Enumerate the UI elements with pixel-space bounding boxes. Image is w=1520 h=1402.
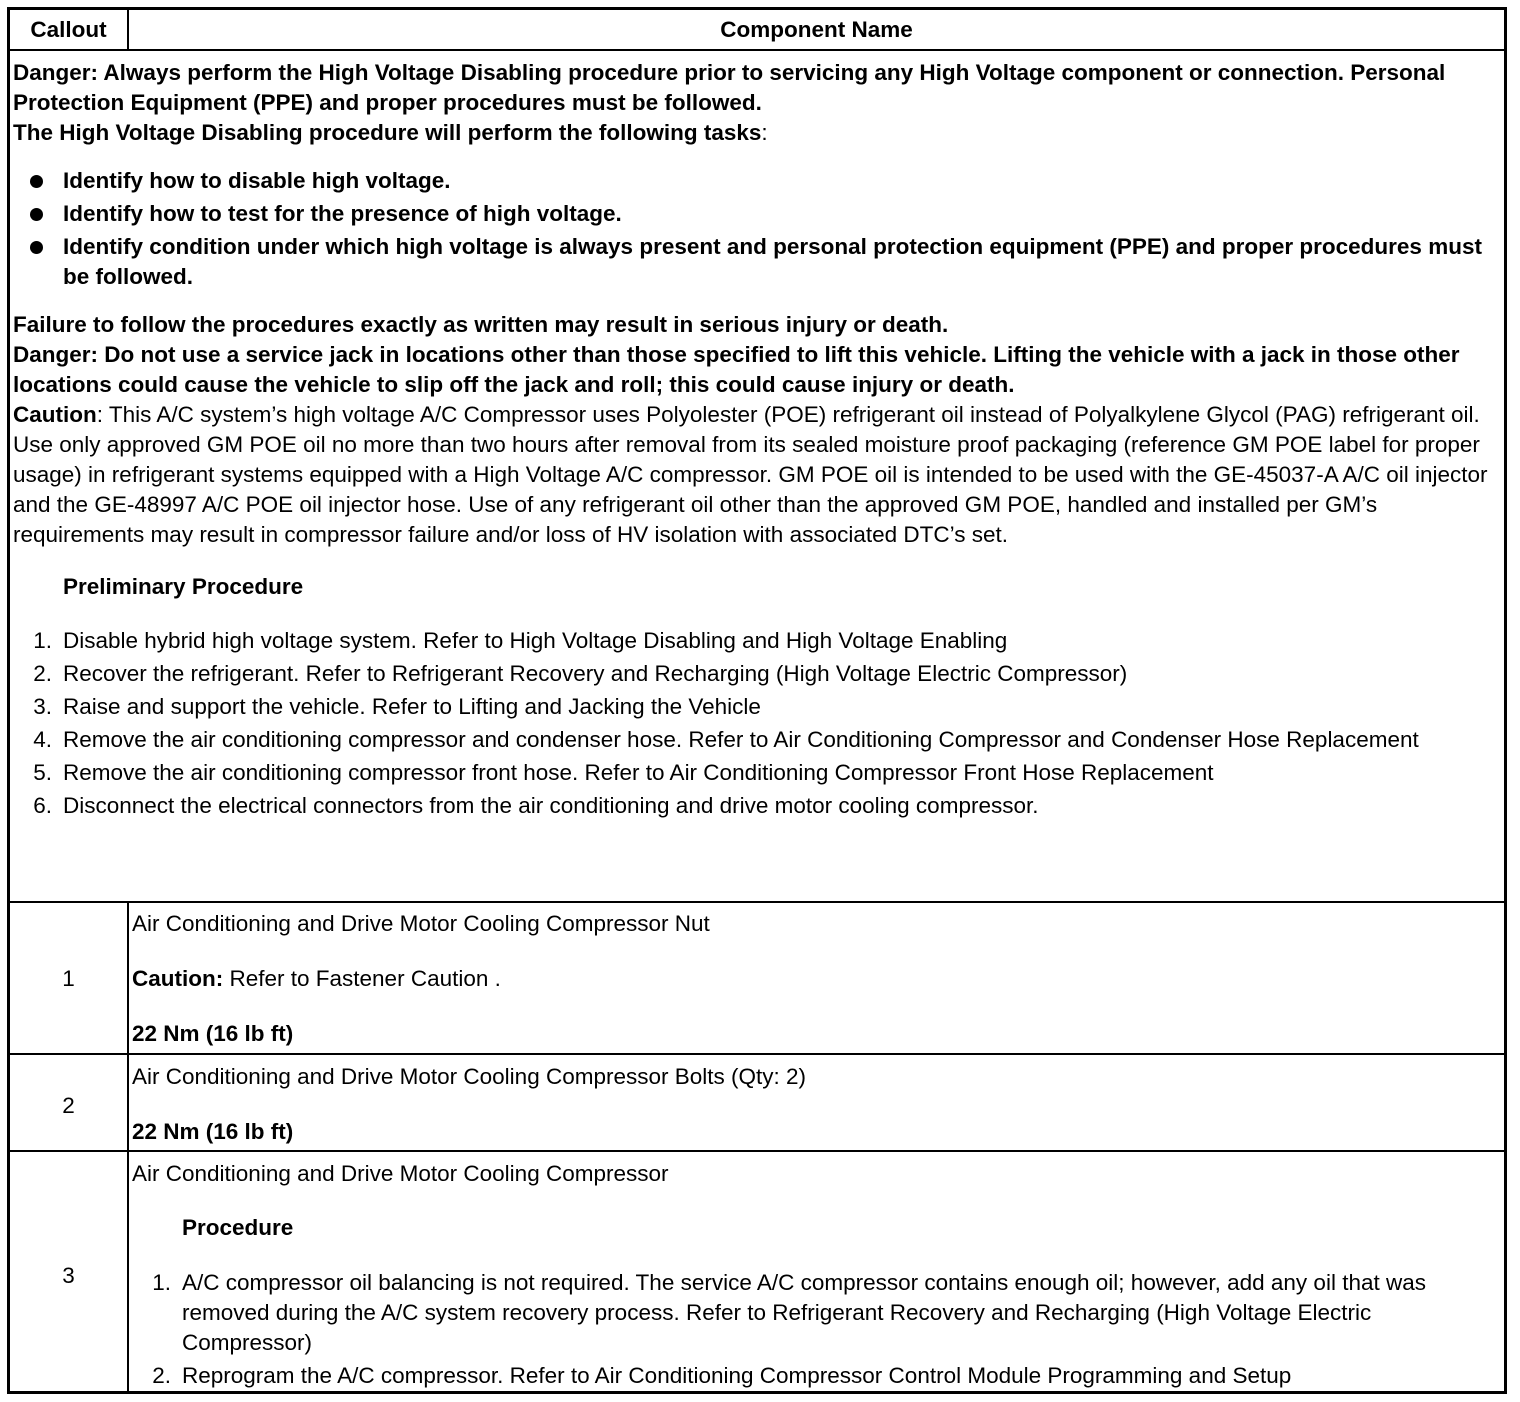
danger-hv-notice: Danger: Always perform the High Voltage Disabling procedure prior to servicing any High Voltage component or connection. Personal Protection Equipment (PPE) and proper procedures must be followed. bbox=[13, 60, 1446, 115]
failure-warning: Failure to follow the procedures exactly as written may result in serious injury or death. bbox=[13, 312, 949, 337]
preliminary-steps bbox=[13, 626, 1498, 821]
list-item: Identify how to disable high voltage. bbox=[13, 166, 1498, 196]
callout-number: 2 bbox=[62, 1093, 75, 1118]
procedure-steps bbox=[132, 1268, 1498, 1391]
callout-number: 3 bbox=[62, 1263, 75, 1288]
column-divider bbox=[127, 901, 129, 1391]
table-row bbox=[132, 1062, 1498, 1147]
list-item: Identify condition under which high voltage is always present and personal protection equipment (PPE) and proper procedures must be followed. bbox=[13, 232, 1498, 292]
header-rule bbox=[10, 49, 1504, 51]
component-name: Air Conditioning and Drive Motor Cooling Compressor bbox=[132, 1161, 669, 1186]
header-component-name: Component Name bbox=[720, 17, 913, 42]
component-name: Air Conditioning and Drive Motor Cooling Compressor Bolts (Qty: 2) bbox=[132, 1064, 807, 1089]
row-rule bbox=[10, 901, 1504, 903]
intro-section bbox=[13, 58, 1498, 824]
torque-spec: 22 Nm (16 lb ft) bbox=[132, 1119, 294, 1144]
torque-spec: 22 Nm (16 lb ft) bbox=[132, 1021, 294, 1046]
component-name: Air Conditioning and Drive Motor Cooling Compressor Nut bbox=[132, 911, 710, 936]
procedure-heading: Procedure bbox=[182, 1215, 294, 1240]
fastener-caution: Caution: Refer to Fastener Caution . bbox=[132, 966, 501, 991]
bullet-icon bbox=[30, 241, 43, 254]
danger-jack-notice: Danger: Do not use a service jack in locations other than those specified to lift this vehicle. Lifting the vehicle with a jack in those other locations could cause the vehicle to slip off the jack and roll; this could cause injury or death. bbox=[13, 342, 1460, 397]
preliminary-heading: Preliminary Procedure bbox=[63, 574, 304, 599]
callout-number: 1 bbox=[62, 966, 75, 991]
bullet-icon bbox=[30, 208, 43, 221]
task-list bbox=[13, 166, 1498, 292]
list-item: 2. Recover the refrigerant. Refer to Refrigerant Recovery and Recharging (High Voltage Electric Compressor) bbox=[33, 661, 1128, 686]
table-row bbox=[132, 909, 1498, 1049]
tasks-intro: The High Voltage Disabling procedure will perform the following tasks: bbox=[13, 120, 768, 145]
header-callout: Callout bbox=[30, 17, 107, 42]
list-item: 2. Reprogram the A/C compressor. Refer to Air Conditioning Compressor Control Module Programming and Setup bbox=[152, 1363, 1292, 1388]
list-item: 1. Disable hybrid high voltage system. Refer to High Voltage Disabling and High Voltage Enabling bbox=[33, 628, 1008, 653]
list-item: 1. A/C compressor oil balancing is not required. The service A/C compressor contains enough oil; however, add any oil that was removed during the A/C system recovery process. Refer to Refrigerant Recovery and Recharging (High Voltage Electric Compressor) bbox=[152, 1270, 1426, 1355]
table-row bbox=[132, 1159, 1498, 1394]
list-item: Identify how to test for the presence of high voltage. bbox=[13, 199, 1498, 229]
header-divider bbox=[127, 10, 129, 50]
row-rule bbox=[10, 1053, 1504, 1055]
list-item: 5. Remove the air conditioning compressor front hose. Refer to Air Conditioning Compressor Front Hose Replacement bbox=[33, 760, 1214, 785]
list-item: 4. Remove the air conditioning compressor and condenser hose. Refer to Air Conditioning Compressor and Condenser Hose Replacement bbox=[33, 727, 1419, 752]
caution-poe-notice: Caution: This A/C system’s high voltage A/C Compressor uses Polyolester (POE) refrigerant oil instead of Polyalkylene Glycol (PAG) refrigerant oil. Use only approved GM POE oil no more than two hours after removal from its sealed moisture proof packaging (reference GM POE label for proper usage) in refrigerant systems equipped with a High Voltage A/C compressor. GM POE oil is intended to be used with the GE-45037-A A/C oil injector and the GE-48997 A/C POE oil injector hose. Use of any refrigerant oil other than the approved GM POE, handled and installed per GM’s requirements may result in compressor failure and/or loss of HV isolation with associated DTC’s set. bbox=[13, 402, 1488, 547]
bullet-icon bbox=[30, 175, 43, 188]
list-item: 3. Raise and support the vehicle. Refer to Lifting and Jacking the Vehicle bbox=[33, 694, 761, 719]
row-rule bbox=[10, 1150, 1504, 1152]
list-item: 6. Disconnect the electrical connectors from the air conditioning and drive motor cooling compressor. bbox=[33, 793, 1039, 818]
component-table bbox=[7, 7, 1507, 1394]
